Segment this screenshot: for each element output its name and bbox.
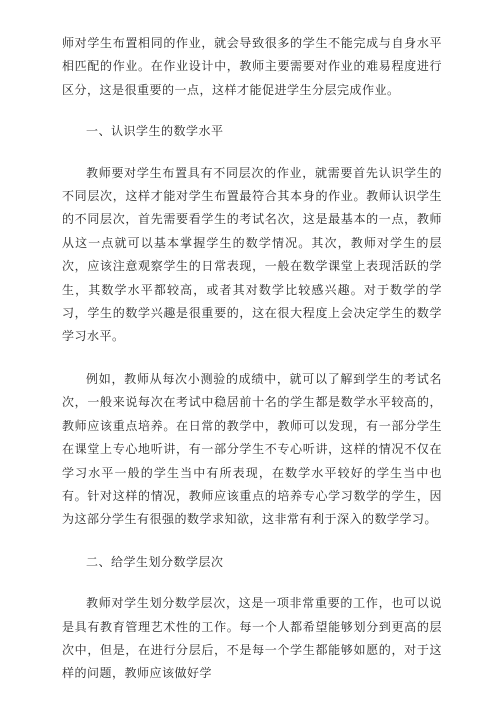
section-heading-1: 一、认识学生的数学水平 bbox=[86, 124, 224, 139]
section-heading-2: 二、给学生划分数学层次 bbox=[86, 554, 224, 569]
paragraph-intro: 师对学生布置相同的作业，就会导致很多的学生不能完成与自身水平相匹配的作业。在作业设计中，教师主要需要对作业的难易程度进行区分，这是很重要的一点，这样才能促进学生分层完成作业。 bbox=[62, 36, 442, 97]
paragraph-layering: 教师对学生划分数学层次，这是一项非常重要的工作，也可以说是具有教育管理艺术性的工作。每一个人都希望能够划分到更高的层次中，但是，在进行分层后，不是每一个学生都能够如愿的，对于这样的问题，教师应该做好学 bbox=[62, 596, 442, 681]
paragraph-understanding: 教师要对学生布置具有不同层次的作业，就需要首先认识学生的不同层次，这样才能对学生布置最符合其本身的作业。教师认识学生的不同层次，首先需要看学生的考试名次，这是最基本的一点，教师从这一点就可以基本掌握学生的数学情况。其次，教师对学生的层次，应该注意观察学生的日常表现，一般在数学课堂上表现活跃的学生，其数学水平都较高，或者其对数学比较感兴趣。对于数学的学习，学生的数学兴趣是很重要的，这在很大程度上会决定学生的数学学习水平。 bbox=[62, 165, 442, 344]
document-page bbox=[62, 32, 442, 686]
paragraph-example: 例如，教师从每次小测验的成绩中，就可以了解到学生的考试名次，一般来说每次在考试中稳居前十名的学生都是数学水平较高的，教师应该重点培养。在日常的教学中，教师可以发现，有一部分学生在课堂上专心地听讲，有一部分学生不专心听讲，这样的情况不仅在学习水平一般的学生当中有所表现，在数学水平较好的学生当中也有。针对这样的情况，教师应该重点的培养专心学习数学的学生，因为这部分学生有很强的数学求知欲，这非常有利于深入的数学学习。 bbox=[62, 371, 442, 527]
